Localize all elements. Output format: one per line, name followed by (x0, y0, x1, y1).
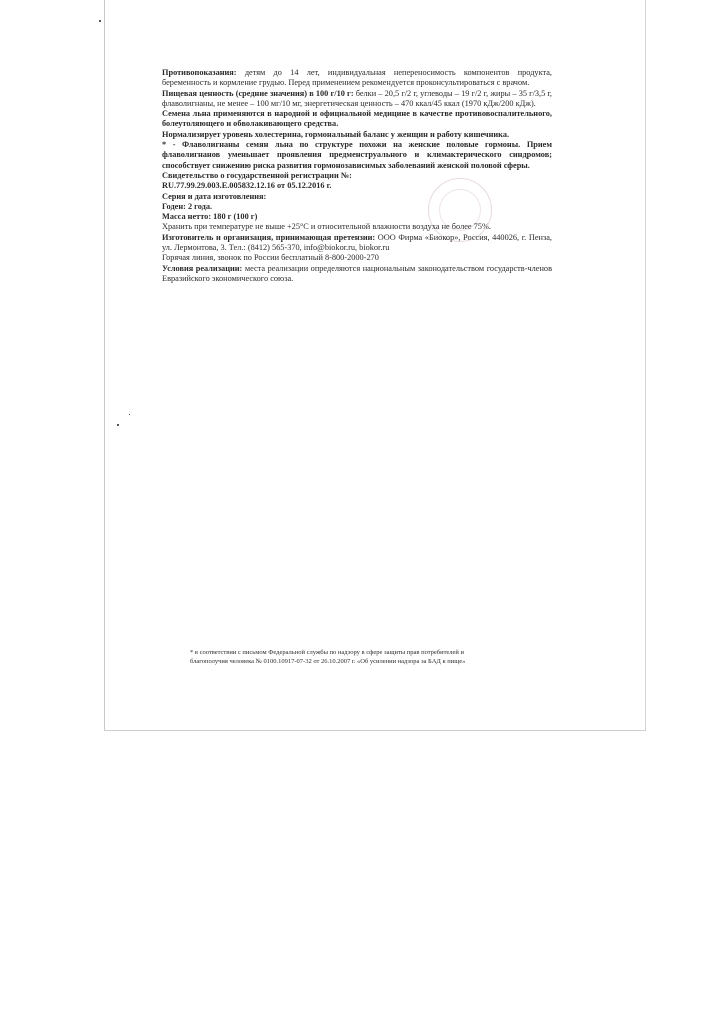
scan-speck (129, 414, 130, 415)
scan-speck (99, 20, 101, 22)
registration-number: RU.77.99.29.003.Е.005832.12.16 от 05.12.2016 г. (162, 181, 332, 191)
storage-conditions: Хранить при температуре не выше +25°С и относительной влажности воздуха не более 75%. (162, 222, 491, 232)
paragraph-normalizes: Нормализирует уровень холестерина, гормональный баланс у женщин и работу кишечника. (162, 129, 510, 139)
sale-conditions: Условия реализации: места реализации определяются национальным законодательством государств-членов Евразийского экономического союза. (162, 263, 552, 283)
batch-date: Серия и дата изготовления: (162, 191, 267, 201)
footnote-line-1: * в соответствии с письмом Федеральной службы по надзору в сфере защиты прав потребителей и (190, 649, 465, 656)
paragraph-flavolignans: * - Флаволигнаны семян льна по структуре похожи на женские половые гормоны. Прием флаволигнанов уменьшает проявления предменструального и климактерического синдромов; способствует снижению риска развития гормонозависимых заболеваний женской половой сферы. (162, 140, 552, 170)
manufacturer: Изготовитель и организация, принимающая претензии: ООО Фирма «Биокор», Россия, 440026, г. Пенза, ул. Лермонтова, 3. Тел.: (8412) 565-370, info@biokor.ru, biokor.ru (162, 232, 552, 253)
shelf-life: Годен: 2 года. (162, 201, 213, 211)
scan-speck (117, 424, 119, 426)
hotline: Горячая линия, звонок по России бесплатный 8-800-2000-270 (162, 253, 379, 263)
net-weight: Масса нетто: 180 г (100 г) (162, 212, 258, 222)
scan-margin (0, 0, 104, 730)
registration-heading: Свидетельство о государственной регистрации №: (162, 170, 352, 180)
document-body (162, 68, 552, 284)
footnote (190, 648, 520, 666)
footnote-line-2: благополучия человека № 0100.10917-07-32 от 26.10.2007 г. «Об усилении надзора за БАД к пище» (190, 658, 466, 665)
paragraph-nutrition: Пищевая ценность (средние значения) в 100 г/10 г: белки – 20,5 г/2 г, углеводы – 19 г/2 г, жиры – 35 г/3,5 г, флаволигнаны, не менее – 100 мг/10 мг, энергетическая ценность – 470 ккал/45 ккал (1970 кДж/200 кДж). (162, 88, 552, 108)
paragraph-contraindications: Противопоказания: детям до 14 лет, индивидуальная непереносимость компонентов продукта, беременность и кормление грудью. Перед применением рекомендуется проконсультироваться с врачом. (162, 68, 552, 88)
paragraph-usage: Семена льна применяются в народной и официальной медицине в качестве противовоспалительного, болеутоляющего и обволакивающего средства. (162, 109, 552, 129)
